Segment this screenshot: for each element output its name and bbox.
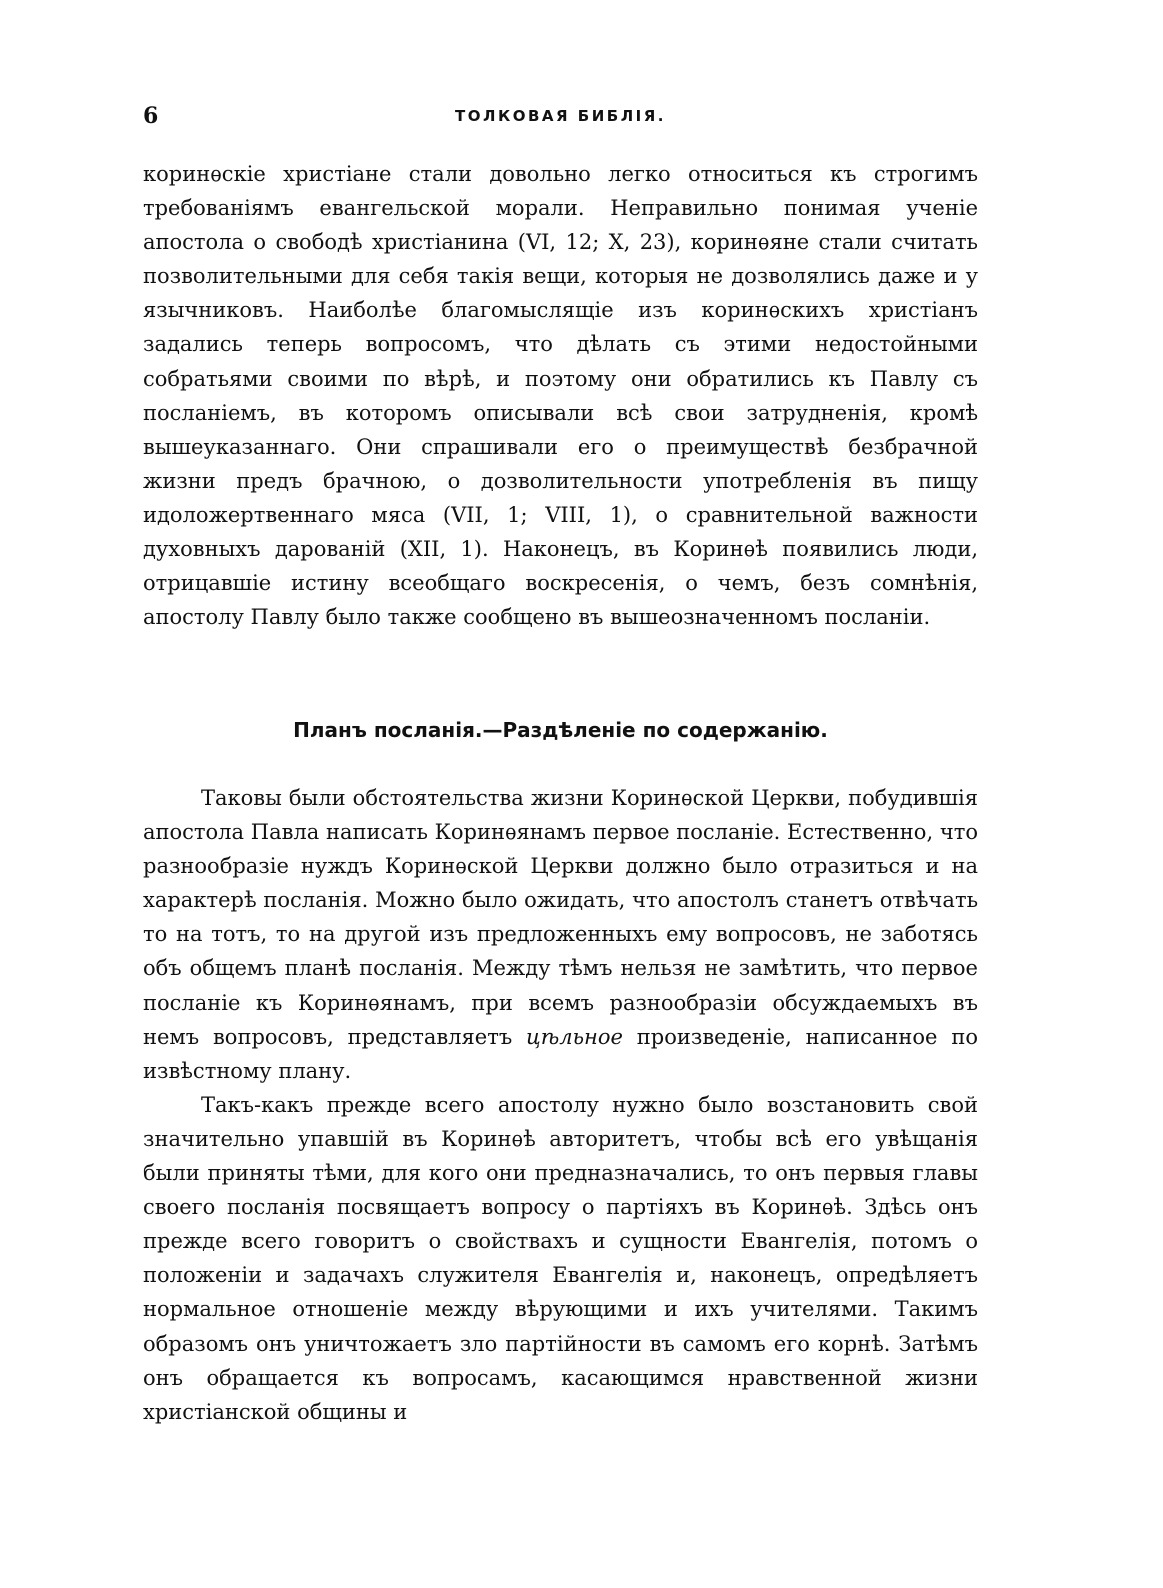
- text-block-bottom: [143, 781, 978, 1429]
- paragraph-circumstances-ending: произведеніе, написанное по извѣстному плану.: [143, 1024, 978, 1083]
- italic-word: цѣльное: [526, 1024, 623, 1049]
- running-title: ТОЛКОВАЯ БИБЛІЯ.: [455, 107, 666, 125]
- page-number: 6: [143, 103, 159, 129]
- paragraph-continued: коринѳскіе христіане стали довольно легко относиться къ строгимъ требованіямъ евангельской морали. Неправильно понимая ученіе апостола о свободѣ христіанина (VI, 12; X, 23), коринѳяне стали считать позволительными для себя такія вещи, которыя не дозволялись даже и у язычниковъ. Наиболѣе благомыслящіе изъ коринѳскихъ христіанъ задались теперь вопросомъ, что дѣлать съ этими недостойными собратьями своими по вѣрѣ, и поэтому они обратились къ Павлу съ посланіемъ, въ которомъ описывали всѣ свои затрудненія, кромѣ вышеуказаннаго. Они спрашивали его о преимуществѣ безбрачной жизни предъ брачною, о дозволительности употребленія въ пищу идоложертвеннаго мяса (VII, 1; VIII, 1), о сравнительной важности духовныхъ дарованій (XII, 1). Наконецъ, въ Коринѳѣ появились люди, отрицавшіе истину всеобщаго воскресенія, о чемъ, безъ сомнѣнія, апостолу Павлу было также сообщено въ вышеозначенномъ посланіи.: [143, 162, 978, 630]
- text-block-top: [143, 157, 978, 634]
- paragraph-circumstances: [143, 781, 978, 1088]
- page-header: [143, 103, 978, 133]
- section-heading: Планъ посланія.—Раздѣленіе по содержанію.: [293, 718, 828, 742]
- paragraph-circumstances-text: Таковы были обстоятельства жизни Коринѳской Церкви, побудившія апостола Павла написать Коринѳянамъ первое посланіе. Естественно, что разнообразіе нуждъ Коринѳской Церкви должно было отразиться и на характерѣ посланія. Можно было ожидать, что апостолъ станетъ отвѣчать то на тотъ, то на другой изъ предложенныхъ ему вопросовъ, не заботясь объ общемъ планѣ посланія. Между тѣмъ нельзя не замѣтить, что первое посланіе къ Коринѳянамъ, при всемъ разнообразіи обсуждаемыхъ въ немъ вопросовъ, представляетъ: [143, 786, 978, 1049]
- paragraph-parties: Такъ-какъ прежде всего апостолу нужно было возстановить свой значительно упавшій въ Коринѳѣ авторитетъ, чтобы всѣ его увѣщанія были приняты тѣми, для кого они предназначались, то онъ первыя главы своего посланія посвящаетъ вопросу о партіяхъ въ Коринѳѣ. Здѣсь онъ прежде всего говоритъ о свойствахъ и сущности Евангелія, потомъ о положеніи и задачахъ служителя Евангелія и, наконецъ, опредѣляетъ нормальное отношеніе между вѣрующими и ихъ учителями. Такимъ образомъ онъ уничтожаетъ зло партійности въ самомъ его корнѣ. Затѣмъ онъ обращается къ вопросамъ, касающимся нравственной жизни христіанской общины и: [143, 1092, 978, 1424]
